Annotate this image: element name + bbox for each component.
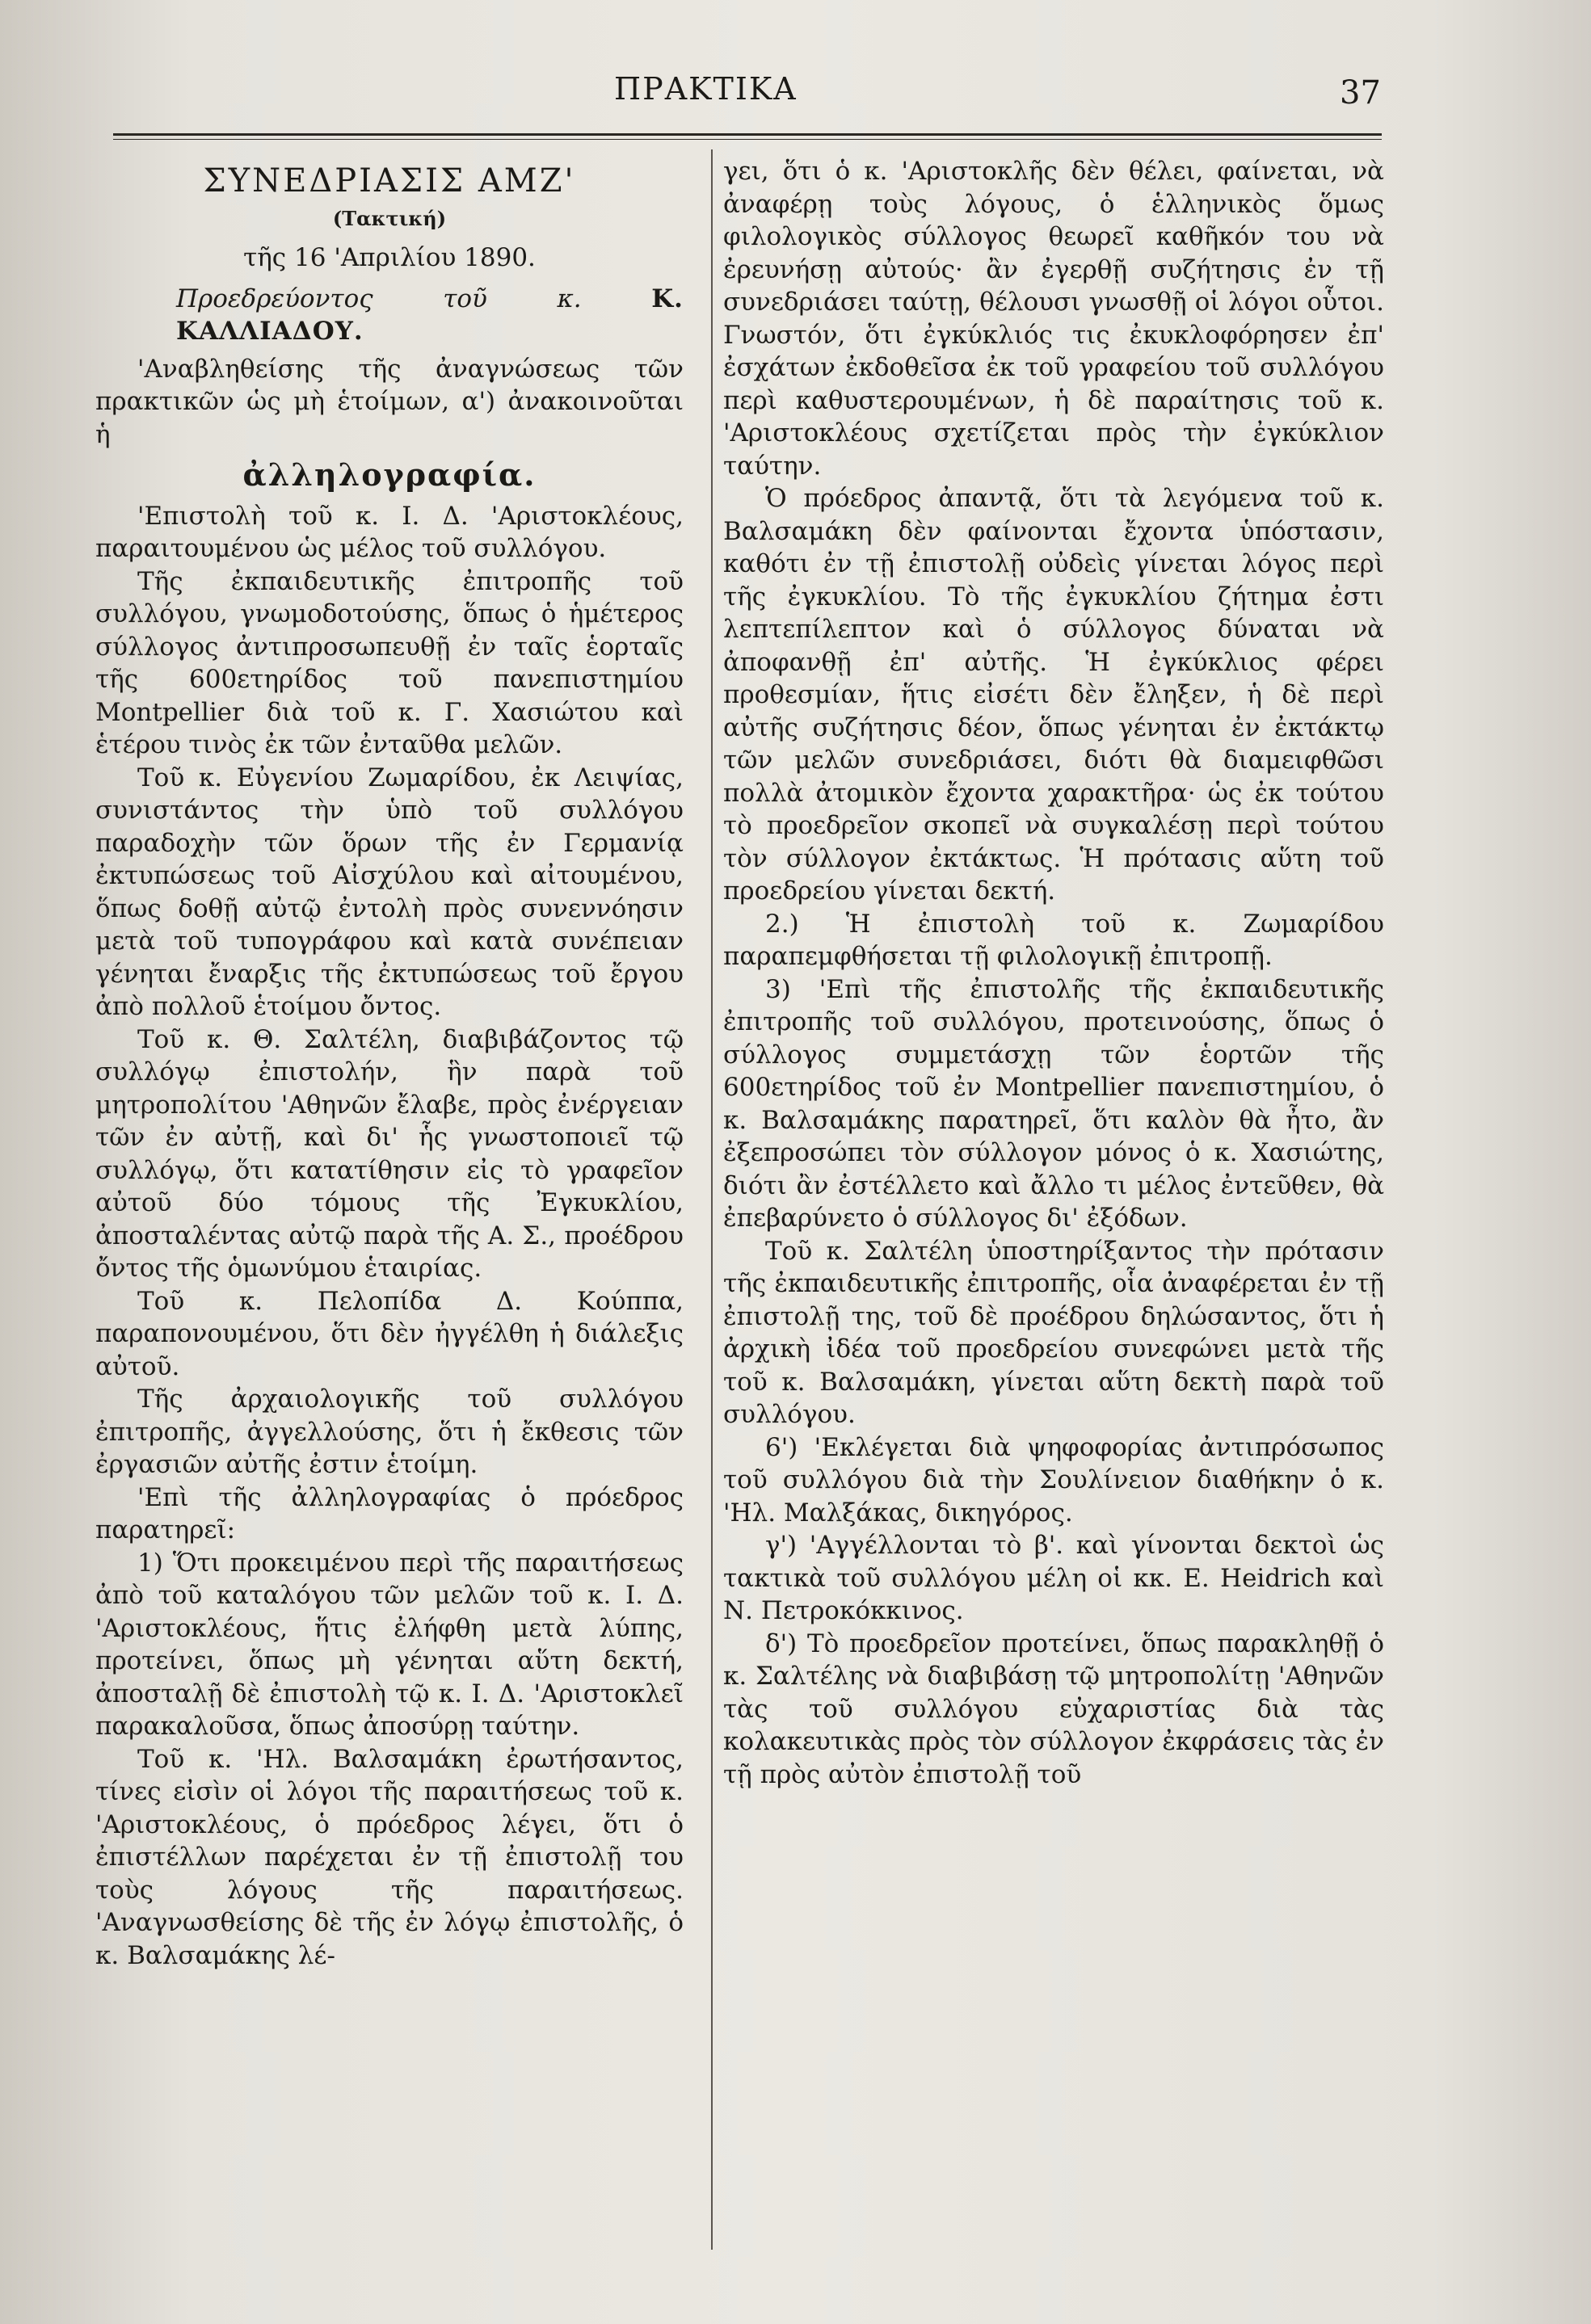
paragraph: Τοῦ κ. Εὐγενίου Ζωμαρίδου, ἐκ Λειψίας, συνιστάντος τὴν ὑπὸ τοῦ συλλόγου παραδοχὴν τῶν ὅρων τῆς ἐν Γερμανίᾳ ἐκτυπώσεως τοῦ Αἰσχύλου καὶ αἰτουμένου, ὅπως δοθῇ αὐτῷ ἐντολὴ πρὸς συνεννόησιν μετὰ τοῦ τυπογράφου καὶ κατὰ συνέπειαν γένηται ἔναρξις τῆς ἐκτυπώσεως τοῦ ἔργου ἀπὸ πολλοῦ ἑτοίμου ὄντος. (95, 763, 684, 1021)
right-column (723, 155, 1384, 1791)
running-title: ΠΡΑΚΤΙΚΑ (614, 71, 798, 107)
session-title: ΣΥΝΕΔΡΙΑΣΙΣ ΑΜΖ' (203, 162, 576, 200)
paragraph: Ὁ πρόεδρος ἀπαντᾷ, ὅτι τὰ λεγόμενα τοῦ κ. Βαλσαμάκη δὲν φαίνονται ἔχοντα ὑπόστασιν, καθότι ἐν τῇ ἐπιστολῇ οὐδεὶς γίνεται λόγος περὶ τῆς ἐγκυκλίου. Τὸ τῆς ἐγκυκλίου ζήτημα ἐστι λεπτεπίλεπτον καὶ ὁ σύλλογος δύναται νὰ ἀποφανθῇ ἐπ' αὐτῆς. Ἡ ἐγκύκλιος φέρει προθεσμίαν, ἥτις εἰσέτι δὲν ἔληξεν, ἡ δὲ περὶ αὐτῆς συζήτησις δέον, ὅπως γένηται ἐν ἐκτάκτῳ τῶν μελῶν συνεδριάσει, διότι θὰ διαμειφθῶσι πολλὰ ἀτομικὸν ἔχοντα χαρακτῆρα· ὡς ἐκ τούτου τὸ προεδρεῖον σκοπεῖ νὰ συγκαλέσῃ περὶ τούτου τὸν σύλλογον ἐκτάκτως. Ἡ πρότασις αὕτη τοῦ προεδρείου γίνεται δεκτή. (723, 484, 1384, 906)
chair-name: Κ. ΚΑΛΛΙΑΔΟΥ. (176, 284, 684, 346)
paragraph: 'Επιστολὴ τοῦ κ. Ι. Δ. 'Αριστοκλέους, παραιτουμένου ὡς μέλος τοῦ συλλόγου. (95, 501, 684, 563)
paragraph: Τῆς ἀρχαιολογικῆς τοῦ συλλόγου ἐπιτροπῆς, ἀγγελλούσης, ὅτι ἡ ἔκθεσις τῶν ἐργασιῶν αὐτῆς ἐστιν ἑτοίμη. (95, 1385, 684, 1479)
paragraph: γει, ὅτι ὁ κ. 'Αριστοκλῆς δὲν θέλει, φαίνεται, νὰ ἀναφέρῃ τοὺς λόγους, ὁ ἑλληνικὸς ὅμως φιλολογικὸς σύλλογος θεωρεῖ καθῆκόν του νὰ ἐρευνήσῃ αὐτούς· ἂν ἐγερθῇ συζήτησις ἐν τῇ συνεδριάσει ταύτῃ, θέλουσι γνωσθῇ οἱ λόγοι οὗτοι. Γνωστόν, ὅτι ἐγκύκλιός τις ἐκυκλοφόρησεν ἐπ' ἐσχάτων ἐκδοθεῖσα ἐκ τοῦ γραφείου τοῦ συλλόγου περὶ καθυστερουμένων, ἡ δὲ παραίτησις τοῦ κ. 'Αριστοκλέους σχετίζεται πρὸς τὴν ἐγκύκλιον ταύτην. (723, 157, 1384, 481)
left-column (95, 155, 684, 1972)
paragraph: 3) 'Επὶ τῆς ἐπιστολῆς τῆς ἐκπαιδευτικῆς ἐπιτροπῆς τοῦ συλλόγου, προτεινούσης, ὅπως ὁ σύλλογος συμμετάσχῃ τῶν ἑορτῶν τῆς 600ετηρίδος τοῦ ἐν Montpellier πανεπιστημίου, ὁ κ. Βαλσαμάκης παρατηρεῖ, ὅτι καλὸν θὰ ἦτο, ἂν ἐξεπροσώπει τὸν σύλλογον μόνος ὁ κ. Χασιώτης, διότι ἂν ἐστέλλετο καὶ ἄλλο τι μέλος ἐντεῦθεν, θὰ ἐπεβαρύνετο ὁ σύλλογος δι' ἐξόδων. (723, 974, 1384, 1233)
correspondence-heading: ἀλληλογραφία. (242, 456, 537, 493)
column-divider (711, 149, 713, 2250)
paragraph: Τῆς ἐκπαιδευτικῆς ἐπιτροπῆς τοῦ συλλόγου, γνωμοδοτούσης, ὅπως ὁ ἡμέτερος σύλλογος ἀντιπροσωπευθῇ ἐν ταῖς ἑορταῖς τῆς 600ετηρίδος τοῦ πανεπιστημίου Montpellier διὰ τοῦ κ. Γ. Χασιώτου καὶ ἑτέρου τινὸς ἐκ τῶν ἐνταῦθα μελῶν. (95, 566, 684, 759)
page-number: 37 (1340, 74, 1381, 111)
session-type: (Τακτική) (332, 206, 447, 230)
paragraph: Τοῦ κ. Σαλτέλη ὑποστηρίξαντος τὴν πρότασιν τῆς ἐκπαιδευτικῆς ἐπιτροπῆς, οἷα ἀναφέρεται ἐν τῇ ἐπιστολῇ της, τοῦ δὲ προέδρου δηλώσαντος, ὅτι ἡ ἀρχικὴ ἰδέα τοῦ προεδρείου συνεφώνει μετὰ τῆς τοῦ κ. Βαλσαμάκη, γίνεται αὕτη δεκτὴ παρὰ τοῦ συλλόγου. (723, 1236, 1384, 1429)
paragraph: Τοῦ κ. Θ. Σαλτέλη, διαβιβάζοντος τῷ συλλόγῳ ἐπιστολήν, ἣν παρὰ τοῦ μητροπολίτου 'Αθηνῶν ἔλαβε, πρὸς ἐνέργειαν τῶν ἐν αὐτῇ, καὶ δι' ἧς γνωστοποιεῖ τῷ συλλόγῳ, ὅτι κατατίθησιν εἰς τὸ γραφεῖον αὐτοῦ δύο τόμους τῆς Ἐγκυκλίου, ἀποσταλέντας αὐτῷ παρὰ τῆς Α. Σ., προέδρου ὄντος τῆς ὁμωνύμου ἑταιρίας. (95, 1024, 684, 1283)
chair-prefix: Προεδρεύοντος τοῦ κ. (176, 284, 582, 313)
paragraph: γ') 'Αγγέλλονται τὸ β'. καὶ γίνονται δεκτοὶ ὡς τακτικὰ τοῦ συλλόγου μέλη οἱ κκ. Ε. Heidrich καὶ Ν. Πετροκόκκινος. (723, 1531, 1384, 1625)
paragraph: Τοῦ κ. 'Ηλ. Βαλσαμάκη ἐρωτήσαντος, τίνες εἰσὶν οἱ λόγοι τῆς παραιτήσεως τοῦ κ. 'Αριστοκλέους, ὁ πρόεδρος λέγει, ὅτι ὁ ἐπιστέλλων παρέχεται ἐν τῇ ἐπιστολῇ του τοὺς λόγους τῆς παραιτήσεως. 'Αναγνωσθείσης δὲ τῆς ἐν λόγῳ ἐπιστολῆς, ὁ κ. Βαλσαμάκης λέ- (95, 1744, 684, 1970)
paragraph: 1) Ὅτι προκειμένου περὶ τῆς παραιτήσεως ἀπὸ τοῦ καταλόγου τῶν μελῶν τοῦ κ. Ι. Δ. 'Αριστοκλέους, ἥτις ἐλήφθη μετὰ λύπης, προτείνει, ὅπως μὴ γένηται αὕτη δεκτή, ἀποσταλῇ δὲ ἐπιστολὴ τῷ κ. Ι. Δ. 'Αριστοκλεῖ παρακαλοῦσα, ὅπως ἀποσύρῃ ταύτην. (95, 1548, 684, 1741)
session-date: τῆς 16 'Απριλίου 1890. (243, 243, 536, 272)
paragraph: δ') Τὸ προεδρεῖον προτείνει, ὅπως παρακληθῇ ὁ κ. Σαλτέλης νὰ διαβιβάσῃ τῷ μητροπολίτῃ 'Αθηνῶν τὰς τοῦ συλλόγου εὐχαριστίας διὰ τὰς κολακευτικὰς πρὸς τὸν σύλλογον ἐκφράσεις τὰς ἐν τῇ πρὸς αὐτὸν ἐπιστολῇ τοῦ (723, 1628, 1384, 1789)
chair-line (95, 283, 684, 348)
paragraph: 2.) Ἡ ἐπιστολὴ τοῦ κ. Ζωμαρίδου παραπεμφθήσεται τῇ φιλολογικῇ ἐπιτροπῇ. (723, 909, 1384, 971)
paragraph: 6') 'Εκλέγεται διὰ ψηφοφορίας ἀντιπρόσωπος τοῦ συλλόγου διὰ τὴν Σουλίνειον διαθήκην ὁ κ. 'Ηλ. Μαλξάκας, δικηγόρος. (723, 1432, 1384, 1528)
intro-paragraph: 'Αναβληθείσης τῆς ἀναγνώσεως τῶν πρακτικῶν ὡς μὴ ἑτοίμων, α') ἀνακοινοῦται ἡ (95, 354, 684, 449)
paragraph: Τοῦ κ. Πελοπίδα Δ. Κούππα, παραπονουμένου, ὅτι δὲν ἠγγέλθη ἡ διάλεξις αὐτοῦ. (95, 1286, 684, 1381)
paragraph: 'Επὶ τῆς ἀλληλογραφίας ὁ πρόεδρος παρατηρεῖ: (95, 1482, 684, 1544)
header-rule (113, 133, 1382, 140)
